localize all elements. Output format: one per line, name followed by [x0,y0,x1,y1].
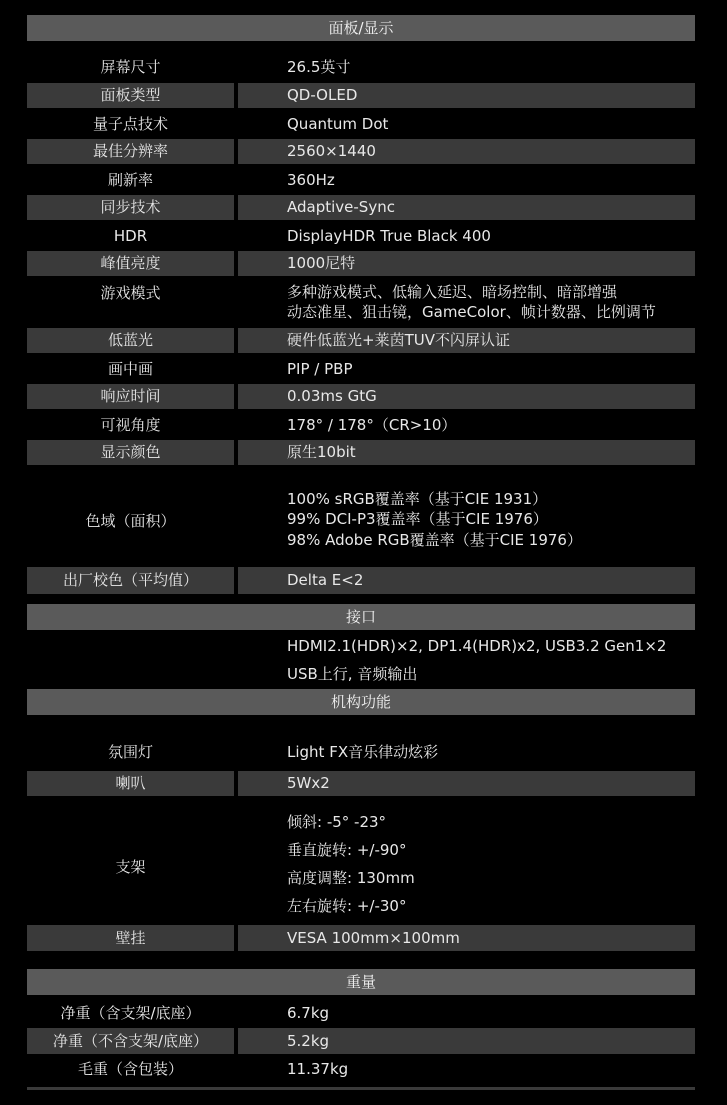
row-value-net-weight-without-stand: 5.2kg [238,1028,695,1054]
row-value-screen-size: 26.5英寸 [287,58,351,76]
section-header-weight: 重量 [27,969,695,995]
row-label-speaker: 喇叭 [27,771,234,796]
row-value-low-blue-light: 硬件低蓝光+莱茵TUV不闪屏认证 [238,328,695,353]
row-value-gross-weight: 11.37kg [287,1060,349,1078]
row-value-factory-calibration: Delta E<2 [238,567,695,594]
section-header-mechanical: 机构功能 [27,689,695,715]
row-value-speaker: 5Wx2 [238,771,695,796]
row-label-net-weight-without-stand: 净重（不含支架/底座） [27,1028,234,1054]
row-label-refresh-rate: 刷新率 [107,171,153,189]
interface-value [238,632,695,688]
row-value-refresh-rate: 360Hz [287,171,335,189]
row-value-display-color: 原生10bit [238,440,695,465]
row-value-quantum-dot: Quantum Dot [287,115,389,133]
row-label-response-time: 响应时间 [27,384,234,409]
game-modes-line: 多种游戏模式、低输入延迟、暗场控制、暗部增强 [287,283,618,301]
row-value-resolution: 2560×1440 [238,139,695,164]
row-label-color-gamut: 色域（面积） [85,512,176,530]
row-label-sync: 同步技术 [27,195,234,220]
color-gamut-line: 99% DCI-P3覆盖率（基于CIE 1976） [287,510,548,529]
row-value-wall-mount: VESA 100mm×100mm [238,925,695,951]
stand-line: 高度调整: 130mm [287,869,415,887]
row-value-game-modes [238,282,695,323]
row-label-hdr: HDR [113,227,148,245]
row-value-sync: Adaptive-Sync [238,195,695,220]
row-value-pip: PIP / PBP [287,360,353,378]
section-header-panel-display: 面板/显示 [27,15,695,41]
section-header-interface: 接口 [27,604,695,630]
row-value-color-gamut [238,489,695,550]
row-label-gross-weight: 毛重（含包装） [77,1060,183,1078]
row-label-low-blue-light: 低蓝光 [27,328,234,353]
interface-line: HDMI2.1(HDR)×2, DP1.4(HDR)x2, USB3.2 Gen1×2 [287,637,667,655]
row-value-stand [238,808,695,920]
row-label-stand: 支架 [115,858,146,876]
game-modes-line: 动态准星、狙击镜，GameColor、帧计数器、比例调节 [287,303,656,322]
color-gamut-line: 100% sRGB覆盖率（基于CIE 1931） [287,490,548,508]
row-value-viewing-angle: 178° / 178°（CR>10） [287,416,457,434]
stand-line: 左右旋转: +/-30° [287,897,407,915]
row-label-screen-size: 屏幕尺寸 [100,58,161,76]
row-value-ambient-light: Light FX音乐律动炫彩 [287,743,439,761]
row-value-net-weight-with-stand: 6.7kg [287,1004,330,1022]
row-label-quantum-dot: 量子点技术 [92,115,168,133]
row-value-response-time: 0.03ms GtG [238,384,695,409]
row-label-resolution: 最佳分辨率 [27,139,234,164]
row-label-game-modes: 游戏模式 [100,284,161,302]
row-label-peak-brightness: 峰值亮度 [27,251,234,276]
row-value-hdr: DisplayHDR True Black 400 [287,227,491,245]
row-value-peak-brightness: 1000尼特 [238,251,695,276]
row-value-panel-type: QD-OLED [238,83,695,108]
row-label-net-weight-with-stand: 净重（含支架/底座） [60,1004,201,1022]
row-label-display-color: 显示颜色 [27,440,234,465]
stand-line: 垂直旋转: +/-90° [287,841,407,859]
stand-line: 倾斜: -5° -23° [287,813,387,831]
row-label-wall-mount: 壁挂 [27,925,234,951]
row-label-panel-type: 面板类型 [27,83,234,108]
bottom-divider [27,1087,695,1090]
row-label-ambient-light: 氛围灯 [107,743,153,761]
row-label-factory-calibration: 出厂校色（平均值） [27,567,234,594]
interface-line: USB上行, 音频输出 [287,665,418,683]
color-gamut-line: 98% Adobe RGB覆盖率（基于CIE 1976） [287,530,582,549]
row-label-pip: 画中画 [107,360,153,378]
row-label-viewing-angle: 可视角度 [100,416,161,434]
